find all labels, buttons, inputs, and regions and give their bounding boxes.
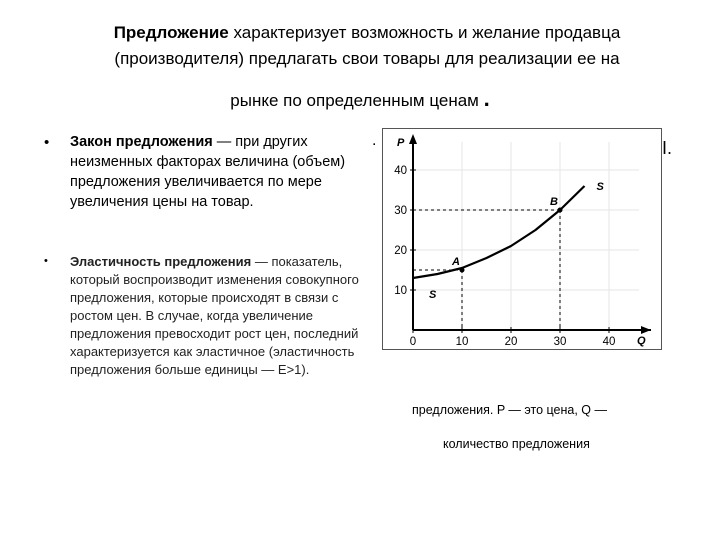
title-bold-word: Предложение [113, 23, 229, 42]
slide-title [62, 20, 672, 72]
y-axis-label: P [397, 137, 405, 149]
supply-curve-chart [383, 129, 661, 349]
law-of-supply-term: Закон предложения [70, 134, 213, 150]
supply-curve [413, 186, 585, 278]
y-tick-label: 10 [394, 285, 407, 297]
title-line-1 [62, 20, 672, 46]
title-line-1-rest: характеризует возможность и желание продавца [228, 23, 621, 42]
y-axis-arrow [409, 134, 417, 144]
stray-dot: . [372, 132, 377, 149]
elasticity-paragraph [70, 253, 362, 379]
point-label-A: A [452, 256, 460, 268]
x-tick-label: 30 [553, 336, 567, 348]
curve-label-start: S [429, 289, 437, 301]
x-tick-label: 40 [602, 336, 616, 348]
point-B [558, 208, 563, 213]
elasticity-text: — показатель, который воспроизводит изменения совокупного предложения, которые происходят в связи с ростом цен. В случае, когда увеличение предложения превосходит рост цен, последний характеризуется как эластичное (эластичность предложения больше единицы — E>1). [70, 254, 359, 377]
y-tick-label: 20 [394, 245, 407, 257]
y-tick-label: 40 [394, 165, 407, 177]
x-axis-arrow [641, 326, 651, 334]
title-end-dot: . [483, 86, 490, 111]
caption-line-2: количество предложения [443, 437, 590, 451]
y-tick-label: 30 [394, 205, 407, 217]
x-tick-label: 20 [504, 336, 518, 348]
point-A [460, 268, 465, 273]
x-tick-label: 0 [409, 336, 417, 348]
bullet-marker-2: • [44, 255, 48, 267]
elasticity-term: Эластичность предложения [70, 254, 252, 269]
supply-chart-frame [382, 128, 662, 350]
curve-label-end: S [596, 181, 604, 193]
title-line-3-text: рынке по определенным ценам [230, 91, 479, 110]
title-line-3 [0, 86, 720, 112]
point-label-B: B [550, 196, 558, 208]
bullet-marker-1: • [44, 134, 50, 151]
law-of-supply-text: — при других неизменных факторах величина (объем) предложения увеличивается по мере увеличения цены на товар. [70, 134, 346, 210]
stray-text-fragment: I. [662, 138, 673, 158]
x-axis-label: Q [637, 335, 646, 347]
x-tick-label: 10 [455, 336, 469, 348]
caption-line-1: предложения. P — это цена, Q — [412, 403, 607, 417]
title-line-2: (производителя) предлагать свои товары для реализации ее на [114, 49, 620, 68]
law-of-supply-paragraph [70, 132, 360, 212]
